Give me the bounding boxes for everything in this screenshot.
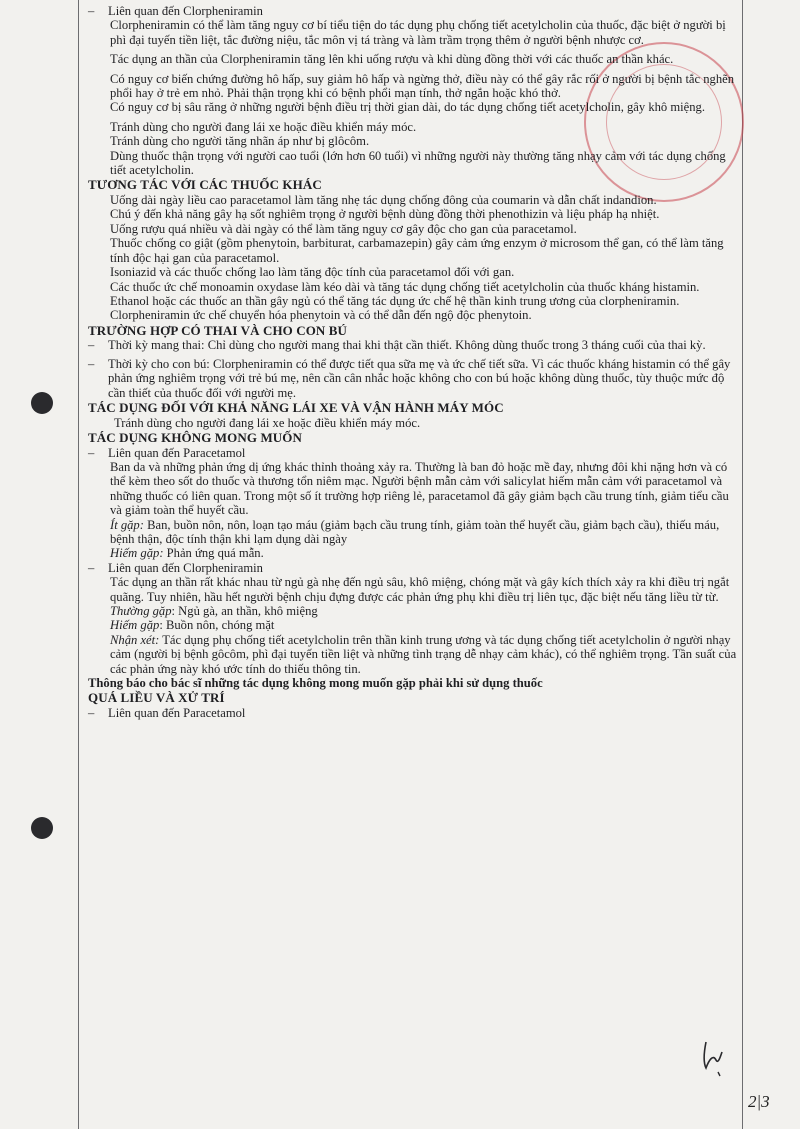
frequency-text: Phản ứng quá mẫn. — [163, 546, 264, 561]
section-heading: TÁC DỤNG KHÔNG MONG MUỐN — [88, 429, 302, 445]
paragraph — [110, 633, 738, 676]
paragraph: Ban da và những phản ứng dị ứng khác thỉnh thoảng xảy ra. Thường là ban đỏ hoặc mề đay, nhưng đôi khi nặng hơn và có thể kèm theo sốt do thuốc và thương tổn niêm mạc. Người bệnh mẫn cảm với salicylat hiếm mẫn cảm với paracetamol và những thuốc có liên quan. Trong một số ít trường hợp riêng lẻ, paracetamol đã gây giảm bạch cầu trung tính, giảm tiểu cầu và giảm toàn thể huyết cầu. — [110, 459, 729, 518]
frequency-label: Hiếm gặp — [110, 618, 160, 633]
right-margin-rule — [742, 0, 743, 1129]
paragraph: Chú ý đến khả năng gây hạ sốt nghiêm trọng ở người bệnh dùng đồng thời phenothizin và liệu pháp hạ nhiệt. — [110, 207, 660, 222]
page-number: 2|3 — [748, 1092, 770, 1111]
item-label: Liên quan đến Clorpheniramin — [108, 560, 263, 575]
punch-hole-top — [31, 392, 53, 414]
notice-line: Thông báo cho bác sĩ những tác dụng không mong muốn gặp phải khi sử dụng thuốc — [88, 676, 543, 691]
frequency-text: : Ngủ gà, an thần, khô miệng — [171, 604, 318, 618]
paragraph: Tác dụng an thần rất khác nhau từ ngủ gà nhẹ đến ngủ sâu, khô miệng, chóng mặt và gây kích thích xảy ra khi điều trị ngắt quãng. Tuy nhiên, hầu hết người bệnh chịu đựng được các phản ứng phụ khi điều trị liên tục, đặc biệt nếu tăng liều từ từ. — [110, 575, 730, 604]
item-text: Thời kỳ cho con bú: Clorpheniramin có thể được tiết qua sữa mẹ và ức chế tiết sữa. Vì các thuốc kháng histamin có thể gây phản ứng nghiêm trọng với trẻ bú mẹ, nên cần cân nhắc hoặc không cho con bú hoặc không dùng thuốc, tùy thuộc mức độ cần thiết của thuốc đối với người mẹ. — [108, 356, 731, 400]
list-item — [88, 706, 738, 720]
item-label: Liên quan đến Clorpheniramin — [108, 4, 263, 18]
paragraph — [110, 546, 738, 560]
section-heading: TÁC DỤNG ĐỐI VỚI KHẢ NĂNG LÁI XE VÀ VẬN HÀNH MÁY MÓC — [88, 399, 504, 415]
paragraph: Ethanol hoặc các thuốc an thần gây ngủ có thể tăng tác dụng ức chế hệ thần kinh trung ương của clorpheniramin. — [110, 293, 680, 308]
list-item — [88, 561, 738, 575]
paragraph: Có nguy cơ bị sâu răng ở những người bệnh điều trị thời gian dài, do tác dụng chống tiết acetylcholin, gây khô miệng. — [110, 100, 705, 115]
list-item — [88, 4, 738, 18]
frequency-text: Ban, buồn nôn, nôn, loạn tạo máu (giảm bạch cầu trung tính, giảm toàn thể huyết cầu, giảm bạch cầu), thiếu máu, bệnh thận, độc tính thận khi lạm dụng dài ngày — [110, 517, 720, 546]
section-heading: TƯƠNG TÁC VỚI CÁC THUỐC KHÁC — [88, 177, 322, 193]
dash-bullet: – — [88, 356, 95, 371]
frequency-label: Thường gặp — [110, 604, 172, 618]
note-text: Tác dụng phụ chống tiết acetylcholin trên thần kinh trung ương và tác dụng chống tiết acetylcholin ở người nhạy cảm (người bị bệnh gôcôm, phì đại tuyến tiền liệt và những tình trạng dễ nhạy cảm khác), có thể nghiêm trọng. Tần suất của các phản ứng này khó ước tính do thiếu thông tin. — [110, 632, 737, 676]
item-label: Liên quan đến Paracetamol — [108, 445, 246, 460]
paragraph: Thuốc chống co giật (gồm phenytoin, barbiturat, carbamazepin) gây cảm ứng enzym ở microsom thể gan, có thể làm tăng tính độc hại gan của paracetamol. — [110, 236, 724, 265]
paragraph: Clorpheniramin ức chế chuyển hóa phenytoin và có thể dẫn đến ngộ độc phenytoin. — [110, 308, 532, 323]
dash-bullet: – — [88, 4, 95, 18]
paragraph: Tránh dùng cho người đang lái xe hoặc điều khiển máy móc. — [114, 415, 421, 430]
left-margin-rule — [78, 0, 79, 1129]
frequency-label: Hiếm gặp: — [110, 546, 164, 561]
dash-bullet: – — [88, 445, 95, 460]
dash-bullet: – — [88, 560, 95, 575]
paragraph: Isoniazid và các thuốc chống lao làm tăng độc tính của paracetamol đối với gan. — [110, 265, 515, 280]
handwritten-initial-signature — [700, 1038, 726, 1078]
paragraph: Uống rượu quá nhiều và dài ngày có thể làm tăng nguy cơ gây độc cho gan của paracetamol. — [110, 221, 577, 236]
paragraph: Dùng thuốc thận trọng với người cao tuổi (lớn hơn 60 tuổi) vì những người này thường tăng nhạy cảm với tác dụng chống tiết acetylcholin. — [110, 148, 726, 178]
paragraph — [110, 618, 738, 632]
paragraph: Các thuốc ức chế monoamin oxydase làm kéo dài và tăng tác dụng chống tiết acetylcholin của thuốc kháng histamin. — [110, 279, 700, 294]
paragraph: Tác dụng an thần của Clorpheniramin tăng lên khi uống rượu và khi dùng đồng thời với các thuốc an thần khác. — [110, 52, 674, 67]
document-body — [88, 0, 738, 720]
list-item — [88, 357, 738, 400]
paragraph — [110, 604, 738, 618]
list-item — [88, 446, 738, 460]
dash-bullet: – — [88, 338, 95, 353]
note-label: Nhận xét: — [110, 632, 160, 647]
frequency-label: Ít gặp: — [110, 517, 144, 532]
paragraph — [110, 518, 738, 547]
punch-hole-bottom — [31, 817, 53, 839]
paragraph: Tránh dùng cho người đang lái xe hoặc điều khiển máy móc. — [110, 119, 417, 134]
section-heading: TRƯỜNG HỢP CÓ THAI VÀ CHO CON BÚ — [88, 322, 348, 338]
paragraph: Có nguy cơ biến chứng đường hô hấp, suy giảm hô hấp và ngừng thở, điều này có thể gây rắc rối ở người bị bệnh tắc nghẽn phổi hay ở trẻ em nhỏ. Phải thận trọng khi có bệnh phổi mạn tính, thở ngắn hoặc khó thở. — [110, 71, 735, 101]
section-heading: QUÁ LIỀU VÀ XỬ TRÍ — [88, 690, 225, 706]
list-item — [88, 338, 738, 352]
paragraph: Clorpheniramin có thể làm tăng nguy cơ bí tiểu tiện do tác dụng phụ chống tiết acetylcholin của thuốc, đặc biệt ở người bị phì đại tuyến tiền liệt, tắc đường niệu, tắc môn vị tá tràng và làm trầm trọng thêm ở người bệnh nhược cơ. — [110, 18, 726, 47]
dash-bullet: – — [88, 706, 95, 721]
paragraph: Uống dài ngày liều cao paracetamol làm tăng nhẹ tác dụng chống đông của coumarin và dẫn chất indandion. — [110, 193, 657, 208]
item-label: Liên quan đến Paracetamol — [108, 706, 246, 721]
item-text: Thời kỳ mang thai: Chỉ dùng cho người mang thai khi thật cần thiết. Không dùng thuốc trong 3 tháng cuối của thai kỳ. — [108, 338, 706, 353]
frequency-text: : Buồn nôn, chóng mặt — [159, 618, 275, 633]
paragraph: Tránh dùng cho người tăng nhãn áp như bị glôcôm. — [110, 134, 370, 149]
